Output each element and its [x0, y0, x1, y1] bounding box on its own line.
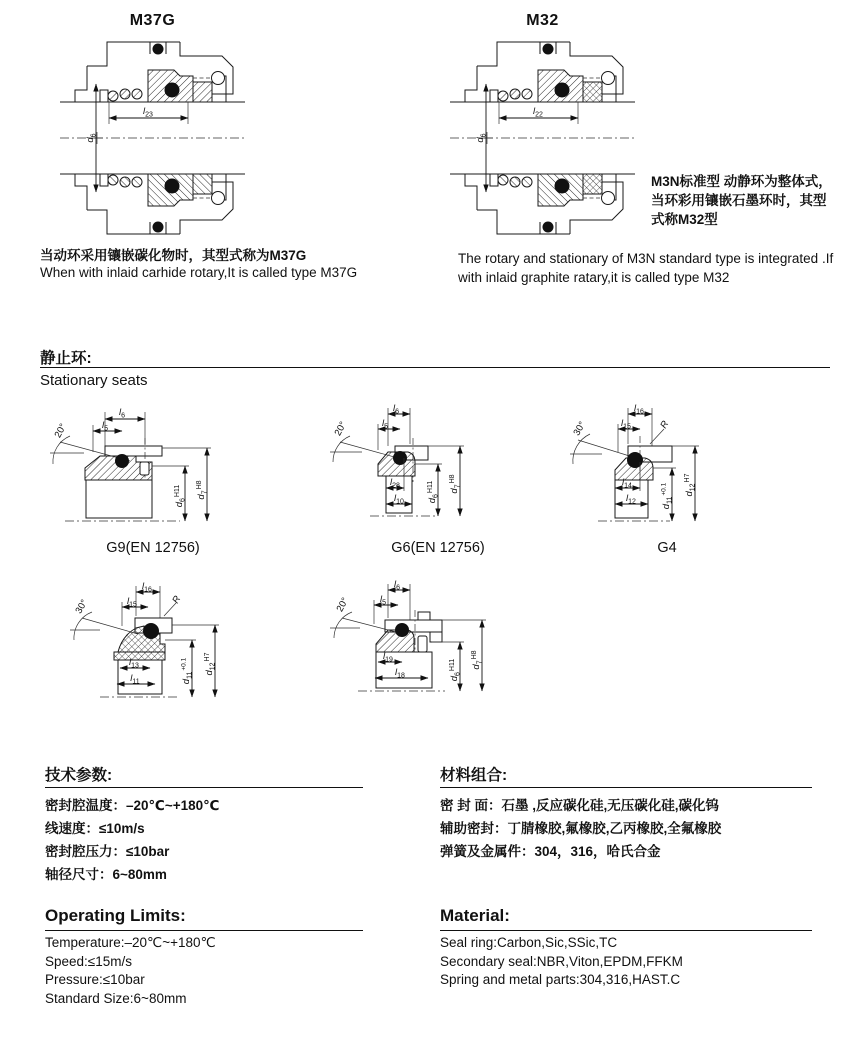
l13-label: $l_{13}$	[129, 657, 139, 670]
material-en-heading: Material:	[440, 906, 510, 925]
spring-coil	[498, 91, 508, 101]
m32-caption-line: with inlaid graphite ratary,it is called type M32	[458, 269, 730, 285]
plate-leg	[430, 632, 442, 642]
l6-label: $l_6$	[393, 579, 401, 592]
drive-collar	[100, 90, 108, 102]
l28-label: $l_{28}$	[390, 477, 400, 490]
seat-g9-diagram	[50, 400, 220, 540]
d6-label: $d_6$	[85, 133, 98, 143]
drive-notch	[140, 462, 149, 475]
drive-notch	[418, 636, 427, 652]
material-en-rule	[440, 930, 812, 931]
d12-h7-label: $d_{12}^{H7}$	[204, 652, 217, 676]
chamfer-angle-lines	[570, 440, 636, 458]
seat-upper-hatched	[376, 630, 414, 652]
d6-label: $d_6$	[475, 133, 488, 143]
l12-label: $l_{12}$	[626, 493, 636, 506]
operating-limit-line: Pressure:≤10bar	[45, 972, 145, 987]
radius-leader	[164, 603, 176, 616]
m32-assembly-diagram	[450, 36, 635, 240]
angle-arc	[333, 436, 350, 462]
m32-upper-half	[465, 42, 623, 102]
angle-arc	[573, 434, 590, 464]
stationary-heading-zh: 静止环:	[40, 350, 92, 367]
m32-note-zh	[651, 172, 850, 229]
seat-oring	[143, 623, 159, 639]
seat-oring	[395, 623, 409, 637]
m32-caption-en	[458, 250, 833, 287]
m37g-title: M37G	[129, 12, 176, 29]
material-zh-lines	[440, 794, 721, 863]
operating-limit-line: Speed:≤15m/s	[45, 953, 132, 969]
l18-label: $l_{18}$	[395, 667, 405, 680]
material-zh-line: 辅助密封：丁腈橡胶,氟橡胶,乙丙橡胶,全氟橡胶	[440, 821, 722, 836]
m37g-lower-half	[75, 174, 233, 234]
bolt-circle	[602, 72, 615, 85]
tech-params-heading: 技术参数:	[45, 767, 113, 784]
tech-param-line: 轴径尺寸：6~80mm	[45, 867, 167, 882]
angle-label: 20°	[334, 595, 352, 614]
m37g-caption-en: When with inlaid carhide rotary,It is called type M37G	[40, 265, 358, 280]
seat-elastomer-diagram	[70, 578, 250, 723]
l16-label: $l_{16}$	[634, 403, 644, 416]
tech-param-line: 线速度：≤10m/s	[45, 821, 145, 836]
angle-label: 20°	[52, 421, 70, 440]
material-en-line: Secondary seal:NBR,Viton,EPDM,FFKM	[440, 953, 683, 969]
material-zh-line: 密 封 面：石墨 ,反应碳化硅,无压碳化硅,碳化钨	[440, 798, 720, 813]
tech-params-rule	[45, 787, 363, 788]
seat-g6-label: G6(EN 12756)	[391, 540, 485, 556]
m32-note-line: 式称M32型	[651, 212, 718, 227]
clamp-plate	[105, 446, 162, 456]
operating-limit-line: Temperature:–20℃~+180℃	[45, 935, 216, 950]
radius-label: R	[170, 594, 184, 606]
stationary-rule	[40, 367, 830, 368]
d6-h11-label: $d_6^{H11}$	[449, 658, 462, 682]
seat-g6-diagram	[330, 400, 500, 540]
angle-arc	[334, 612, 352, 638]
drive-collar	[490, 90, 498, 102]
seat-body	[118, 660, 162, 694]
housing-left-step	[465, 66, 477, 102]
elastomer-band	[114, 652, 165, 660]
angle-label: 30°	[571, 419, 589, 438]
tech-params-lines	[45, 794, 220, 886]
spring-coil	[510, 89, 520, 99]
l16-label: $l_{16}$	[142, 581, 152, 594]
material-zh-line: 弹簧及金属件：304，316，哈氏合金	[440, 844, 661, 859]
seat-clamped-diagram	[330, 578, 510, 723]
m32-lower-half	[465, 174, 623, 234]
l10-label: $l_{10}$	[394, 493, 404, 506]
m37g-caption-zh: 当动环采用镶嵌碳化物时，其型式称为M37G	[40, 248, 307, 263]
l19-label: $l_{19}$	[383, 651, 393, 664]
housing-left-step	[75, 66, 87, 102]
tech-param-line: 密封腔温度：–20℃~+180℃	[45, 798, 220, 813]
seat-g4-label: G4	[657, 540, 677, 556]
m32-note-line: 当环彩用镶嵌石墨环时，其型	[651, 193, 827, 208]
l22-label: $l_{22}$	[533, 106, 543, 119]
seat-oring	[393, 451, 407, 465]
seat-body	[86, 480, 152, 518]
seat-oring	[115, 454, 129, 468]
l5-label: $l_5$	[379, 594, 387, 607]
d7-h8-label: $d_7^{H8}$	[449, 474, 462, 494]
spring-coil	[120, 89, 130, 99]
l6-label: $l_6$	[392, 403, 400, 416]
spring-coil	[108, 91, 118, 101]
material-zh-rule	[440, 787, 812, 788]
l15-label: $l_{15}$	[621, 418, 631, 431]
radius-label: R	[658, 419, 672, 431]
d6-h11-label: $d_6^{H11}$	[174, 484, 187, 508]
angle-label: 30°	[73, 597, 91, 616]
l15-label: $l_{15}$	[127, 596, 137, 609]
d7-h8-label: $d_7^{H8}$	[471, 650, 484, 670]
operating-limits-lines	[45, 934, 216, 1008]
shaft-oring	[555, 83, 570, 98]
tech-param-line: 密封腔压力：≤10bar	[45, 844, 170, 859]
angle-label: 20°	[332, 419, 350, 438]
m32-title: M32	[526, 12, 559, 29]
d12-h7-label: $d_{12}^{H7}$	[684, 473, 697, 497]
d7-h8-label: $d_7^{H8}$	[196, 480, 209, 500]
shaft-oring	[165, 83, 180, 98]
operating-limit-line: Standard Size:6~80mm	[45, 990, 187, 1006]
material-zh-heading: 材料组合:	[440, 767, 508, 784]
d11-tol-label: $d_{11}^{+0.1}$	[180, 657, 194, 685]
gasket-oring	[543, 44, 554, 55]
l5-label: $l_5$	[381, 418, 389, 431]
d6-h11-label: $d_6^{H11}$	[427, 480, 440, 504]
l5-label: $l_5$	[101, 420, 109, 433]
seat-oring	[627, 452, 643, 468]
gasket-oring	[153, 44, 164, 55]
angle-arc	[74, 612, 92, 640]
m37g-upper-half	[75, 42, 233, 102]
material-en-lines	[440, 934, 683, 990]
plate-tab	[418, 612, 430, 620]
l23-label: $l_{23}$	[143, 106, 153, 119]
m37g-assembly-diagram	[60, 36, 245, 240]
material-en-line: Spring and metal parts:304,316,HAST.C	[440, 972, 681, 987]
l11-label: $l_{11}$	[130, 673, 140, 686]
spring-coil	[522, 89, 532, 99]
d11-tol-label: $d_{11}^{+0.1}$	[660, 482, 674, 510]
spring-coil	[132, 89, 142, 99]
operating-limits-heading: Operating Limits:	[45, 906, 186, 925]
inlaid-carbide-ring	[193, 82, 212, 102]
m32-caption-line: The rotary and stationary of M3N standard type is integrated .If	[458, 251, 834, 266]
seat-g4-diagram	[570, 400, 750, 540]
m32-note-line: M3N标准型 动静环为整体式，	[651, 174, 832, 189]
inlaid-graphite-ring	[583, 82, 602, 102]
l14-label: $l_{14}$	[622, 477, 632, 490]
material-en-line: Seal ring:Carbon,Sic,SSic,TC	[440, 935, 618, 950]
stationary-heading-en: Stationary seats	[40, 372, 148, 389]
l6-label: $l_6$	[118, 407, 126, 420]
bolt-circle	[212, 72, 225, 85]
operating-limits-rule	[45, 930, 363, 931]
seat-g9-label: G9(EN 12756)	[106, 540, 200, 556]
